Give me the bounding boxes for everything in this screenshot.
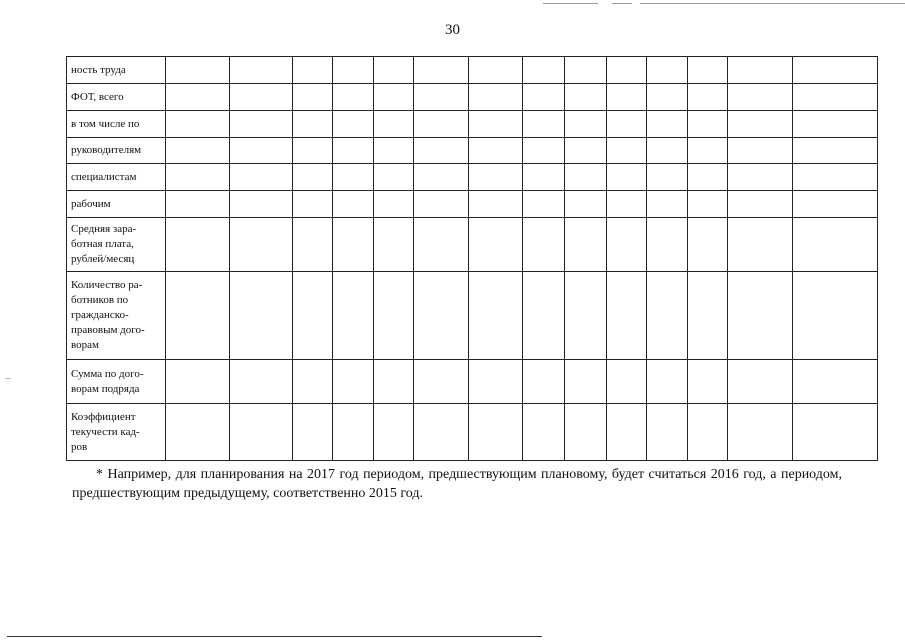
table-cell xyxy=(523,57,565,84)
table-cell xyxy=(607,360,647,404)
table-cell xyxy=(647,164,688,191)
table-cell xyxy=(607,272,647,360)
top-rule xyxy=(640,3,905,4)
table-cell xyxy=(230,360,293,404)
table-cell xyxy=(293,111,333,138)
table-cell xyxy=(333,111,374,138)
table-body xyxy=(67,57,878,461)
table-cell xyxy=(230,191,293,218)
table-cell xyxy=(647,404,688,461)
table-cell xyxy=(230,218,293,272)
table-cell xyxy=(523,360,565,404)
top-rule xyxy=(612,3,632,4)
row-label xyxy=(67,111,166,138)
row-label-text: ФОТ, всего xyxy=(71,90,124,103)
table-cell xyxy=(688,57,728,84)
row-label xyxy=(67,360,166,404)
table-cell xyxy=(166,272,230,360)
table-cell xyxy=(728,191,793,218)
table-cell xyxy=(793,111,878,138)
table-cell xyxy=(333,138,374,164)
table-cell xyxy=(688,360,728,404)
table-cell xyxy=(414,57,469,84)
table-cell xyxy=(293,272,333,360)
table-cell xyxy=(607,404,647,461)
table-cell xyxy=(688,272,728,360)
table-cell xyxy=(728,218,793,272)
table-cell xyxy=(728,164,793,191)
table-cell xyxy=(374,404,414,461)
table-cell xyxy=(374,218,414,272)
row-label xyxy=(67,164,166,191)
table-cell xyxy=(523,164,565,191)
table-cell xyxy=(565,218,607,272)
table-cell xyxy=(469,272,523,360)
table-cell xyxy=(374,164,414,191)
table-row xyxy=(67,138,878,164)
table-cell xyxy=(374,191,414,218)
table-cell xyxy=(565,360,607,404)
table-cell xyxy=(793,360,878,404)
table-cell xyxy=(414,138,469,164)
data-table xyxy=(66,56,878,461)
table-cell xyxy=(523,84,565,111)
table-cell xyxy=(607,57,647,84)
bottom-rule xyxy=(7,636,542,637)
table-cell xyxy=(230,164,293,191)
table-cell xyxy=(333,272,374,360)
table-cell xyxy=(414,360,469,404)
table-cell xyxy=(688,84,728,111)
table-cell xyxy=(469,84,523,111)
table-cell xyxy=(607,191,647,218)
table-cell xyxy=(469,57,523,84)
table-cell xyxy=(647,272,688,360)
table-cell xyxy=(793,84,878,111)
table-cell xyxy=(293,57,333,84)
table-cell xyxy=(607,84,647,111)
row-label-text: в том числе по xyxy=(71,117,140,130)
table-cell xyxy=(523,111,565,138)
table-cell xyxy=(293,191,333,218)
table-row xyxy=(67,164,878,191)
table-row xyxy=(67,272,878,360)
table-cell xyxy=(333,360,374,404)
table-cell xyxy=(166,360,230,404)
table-cell xyxy=(728,138,793,164)
table-cell xyxy=(374,111,414,138)
table-cell xyxy=(469,218,523,272)
table-cell xyxy=(523,272,565,360)
table-cell xyxy=(293,360,333,404)
table-cell xyxy=(469,404,523,461)
margin-mark xyxy=(5,378,11,379)
table-cell xyxy=(688,191,728,218)
row-label-text: руководителям xyxy=(71,144,142,156)
table-cell xyxy=(414,84,469,111)
table-cell xyxy=(688,111,728,138)
row-label xyxy=(67,84,166,111)
table-cell xyxy=(293,164,333,191)
table-cell xyxy=(688,164,728,191)
table-cell xyxy=(414,218,469,272)
table-row xyxy=(67,111,878,138)
table-cell xyxy=(793,191,878,218)
table-cell xyxy=(166,84,230,111)
row-label-text: ность труда xyxy=(71,63,126,76)
table-cell xyxy=(793,404,878,461)
table-cell xyxy=(230,272,293,360)
table-cell xyxy=(728,84,793,111)
table-cell xyxy=(565,191,607,218)
table-cell xyxy=(469,138,523,164)
table-cell xyxy=(414,164,469,191)
table-cell xyxy=(166,218,230,272)
table-cell xyxy=(230,138,293,164)
table-cell xyxy=(374,360,414,404)
table-cell xyxy=(647,218,688,272)
top-rule xyxy=(543,3,598,4)
table-cell xyxy=(166,111,230,138)
table-cell xyxy=(607,138,647,164)
row-label-text: специалистам xyxy=(71,170,137,183)
row-label-text: Сумма по дого- ворам подряда xyxy=(71,367,144,395)
table-cell xyxy=(647,111,688,138)
table-cell xyxy=(793,138,878,164)
table-cell xyxy=(166,57,230,84)
table-cell xyxy=(414,404,469,461)
table-cell xyxy=(333,404,374,461)
table-cell xyxy=(374,272,414,360)
table-cell xyxy=(230,57,293,84)
table-cell xyxy=(333,84,374,111)
table-cell xyxy=(374,138,414,164)
table-cell xyxy=(565,164,607,191)
table-cell xyxy=(166,191,230,218)
table-cell xyxy=(166,404,230,461)
table-cell xyxy=(688,138,728,164)
table-cell xyxy=(565,404,607,461)
table-cell xyxy=(565,138,607,164)
table-cell xyxy=(647,84,688,111)
table-cell xyxy=(523,191,565,218)
table-row xyxy=(67,84,878,111)
table-cell xyxy=(728,57,793,84)
row-label xyxy=(67,272,166,360)
table-cell xyxy=(293,404,333,461)
table-cell xyxy=(728,272,793,360)
table-cell xyxy=(728,360,793,404)
table-row xyxy=(67,191,878,218)
table-cell xyxy=(793,164,878,191)
table-cell xyxy=(728,111,793,138)
table-cell xyxy=(374,57,414,84)
table-cell xyxy=(647,191,688,218)
table-cell xyxy=(793,57,878,84)
table-cell xyxy=(293,138,333,164)
table-cell xyxy=(565,57,607,84)
table-cell xyxy=(607,218,647,272)
row-label xyxy=(67,57,166,84)
table-cell xyxy=(565,111,607,138)
table-cell xyxy=(230,404,293,461)
row-label xyxy=(67,191,166,218)
table-cell xyxy=(293,84,333,111)
table-cell xyxy=(166,138,230,164)
table-cell xyxy=(565,84,607,111)
table-cell xyxy=(166,164,230,191)
table-cell xyxy=(793,218,878,272)
table-cell xyxy=(333,164,374,191)
table-cell xyxy=(469,191,523,218)
table-cell xyxy=(230,84,293,111)
page-number: 30 xyxy=(445,22,460,38)
table-cell xyxy=(607,111,647,138)
table-cell xyxy=(469,360,523,404)
table-cell xyxy=(523,404,565,461)
table-cell xyxy=(469,111,523,138)
table-cell xyxy=(565,272,607,360)
row-label-text: Коэффициент текучести кад- ров xyxy=(71,410,140,453)
row-label xyxy=(67,218,166,272)
table-cell xyxy=(414,111,469,138)
table-row xyxy=(67,57,878,84)
table-cell xyxy=(414,272,469,360)
table-row xyxy=(67,360,878,404)
table-cell xyxy=(293,218,333,272)
table-cell xyxy=(333,218,374,272)
row-label xyxy=(67,138,166,164)
row-label-text: Количество ра- ботников по гражданско- правовым дого- ворам xyxy=(71,279,145,351)
table-cell xyxy=(374,84,414,111)
table-row xyxy=(67,404,878,461)
table-cell xyxy=(728,404,793,461)
table-cell xyxy=(793,272,878,360)
table-row xyxy=(67,218,878,272)
table-cell xyxy=(647,138,688,164)
table-cell xyxy=(688,218,728,272)
row-label-text: рабочим xyxy=(71,197,111,210)
row-label xyxy=(67,404,166,461)
table-cell xyxy=(230,111,293,138)
table-cell xyxy=(469,164,523,191)
table-cell xyxy=(414,191,469,218)
table-cell xyxy=(607,164,647,191)
table-cell xyxy=(523,138,565,164)
footnote: * Например, для планирования на 2017 год периодом, предшествующим плановому, будет считаться 2016 год, а периодом, предшествующим предыдущему, соответственно 2015 год. xyxy=(72,467,842,501)
table-cell xyxy=(523,218,565,272)
table-cell xyxy=(333,191,374,218)
row-label-text: Средняя зара- ботная плата, рублей/месяц xyxy=(71,223,137,265)
table-cell xyxy=(647,360,688,404)
table-cell xyxy=(333,57,374,84)
table-cell xyxy=(647,57,688,84)
table-cell xyxy=(688,404,728,461)
